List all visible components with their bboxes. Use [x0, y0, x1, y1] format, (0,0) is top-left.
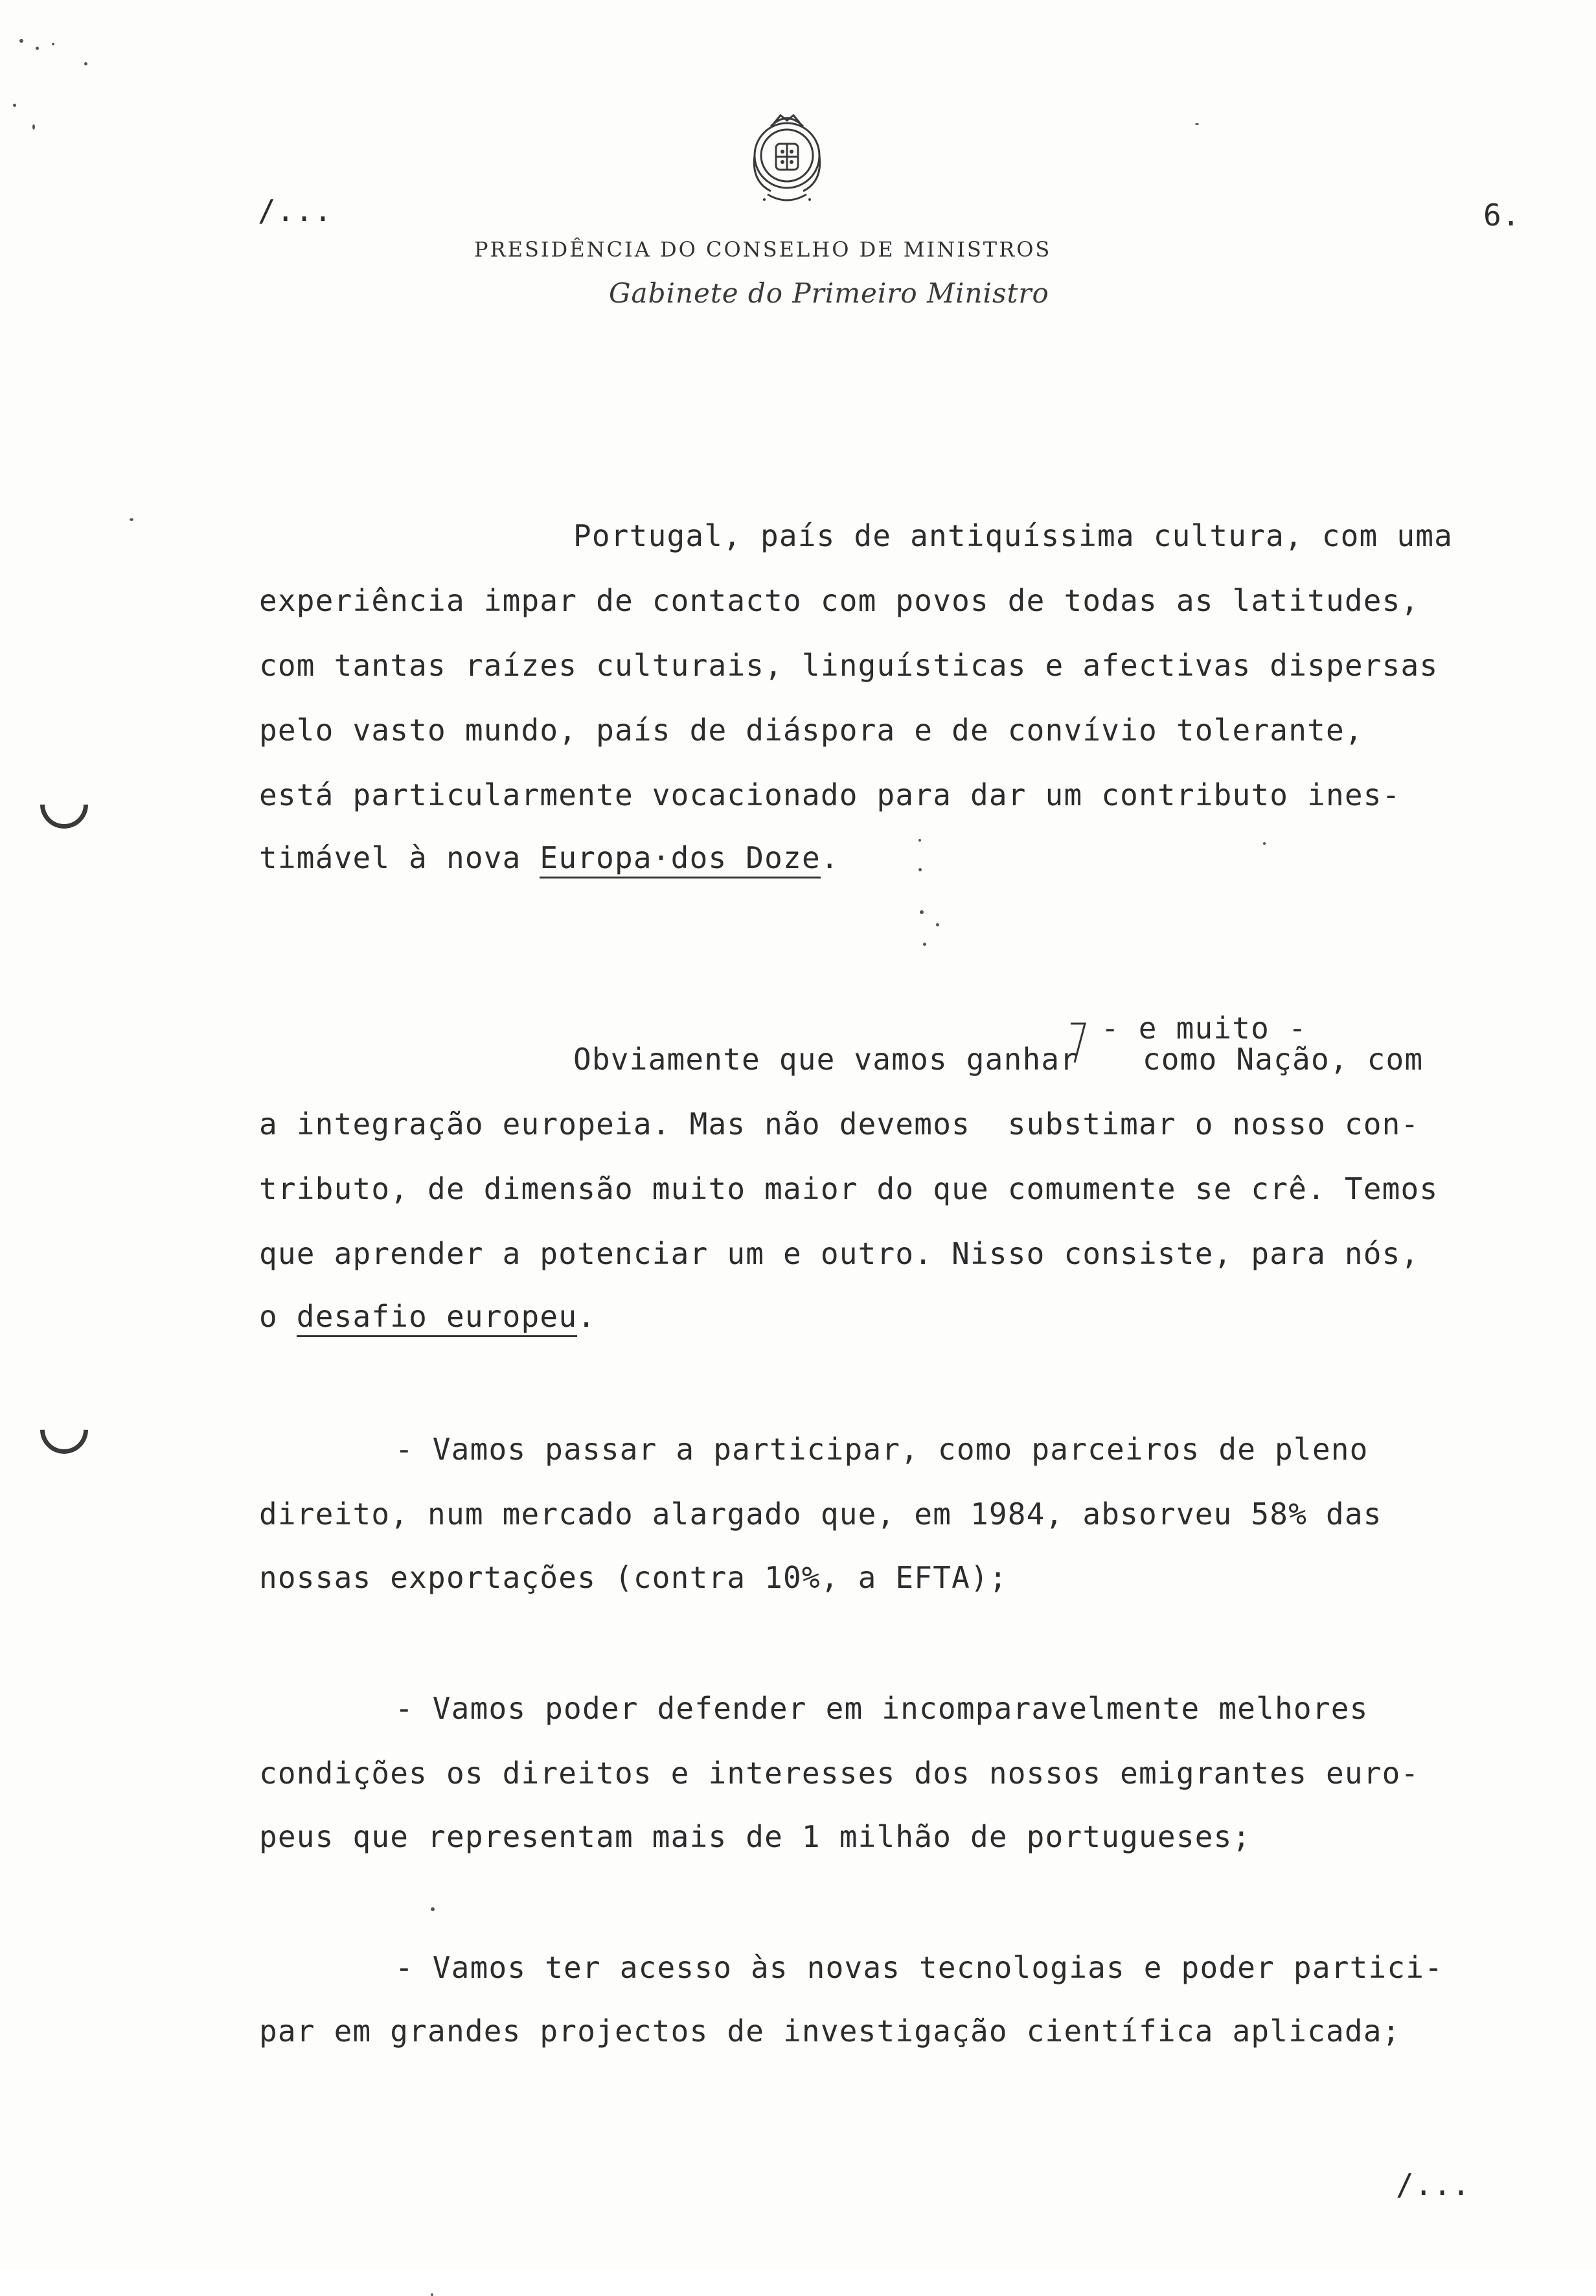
continuation-marker-top: /... [258, 193, 333, 228]
paragraph-1-line-6 [259, 840, 839, 875]
institution-name: PRESIDÊNCIA DO CONSELHO DE MINISTROS [474, 237, 1052, 262]
paragraph-2-last-suffix: . [577, 1299, 597, 1334]
coat-of-arms-icon [732, 104, 842, 214]
paragraph-2-line-1b: como Nação, com [1124, 1042, 1424, 1077]
paragraph-2-line-5 [259, 1299, 596, 1334]
scan-speck [13, 104, 16, 107]
item-3-line-1: - Vamos ter acesso às novas tecnologias e poder partici- [395, 1950, 1444, 1985]
scan-speck [431, 1907, 435, 1911]
item-2-line-3: peus que representam mais de 1 milhão de portugueses; [259, 1819, 1251, 1854]
item-2-line-1: - Vamos poder defender em incomparavelmente melhores [395, 1691, 1369, 1726]
continuation-marker-bottom: /... [1396, 2167, 1471, 2202]
insertion-caret-icon [1066, 1017, 1091, 1069]
item-1-line-3: nossas exportações (contra 10%, a EFTA); [259, 1560, 1008, 1595]
handwritten-insertion: - e muito - [1101, 1011, 1307, 1046]
paragraph-1-line-3: com tantas raízes culturais, linguísticas e afectivas dispersas [259, 648, 1439, 683]
europa-dos-doze-underlined: Europa·dos Doze [540, 840, 820, 878]
paragraph-2-line-4: que aprender a potenciar um e outro. Nisso consiste, para nós, [259, 1236, 1420, 1271]
scan-speck [1195, 123, 1199, 125]
paragraph-1-last-prefix: timável à nova [259, 840, 540, 875]
scan-speck [920, 910, 924, 914]
item-1-line-2: direito, num mercado alargado que, em 1984, absorveu 58% das [259, 1497, 1382, 1532]
margin-check-mark [30, 771, 98, 839]
scan-speck [918, 868, 922, 871]
paragraph-2-line-1a: Obviamente que vamos ganhar [573, 1042, 1079, 1077]
paragraph-1-line-5: está particularmente vocacionado para dar um contributo ines- [259, 777, 1401, 812]
scan-speck [130, 518, 133, 521]
item-1-line-1: - Vamos passar a participar, como parceiros de pleno [395, 1432, 1369, 1467]
scan-speck [923, 943, 926, 946]
scan-speck [1263, 842, 1266, 845]
scan-speck [918, 839, 921, 842]
paragraph-2-last-prefix: o [259, 1299, 297, 1334]
page-number: 6. [1483, 198, 1521, 233]
margin-check-mark [30, 1396, 98, 1464]
office-name: Gabinete do Primeiro Ministro [609, 277, 1049, 309]
scan-speck [32, 124, 35, 130]
paragraph-1-line-2: experiência impar de contacto com povos de todas as latitudes, [259, 583, 1420, 618]
paragraph-1-line-4: pelo vasto mundo, país de diáspora e de convívio tolerante, [259, 713, 1363, 748]
paragraph-1-last-suffix: . [820, 840, 839, 875]
scan-speck [36, 47, 39, 50]
scan-speck [19, 39, 23, 43]
desafio-europeu-underlined: desafio europeu [297, 1299, 577, 1337]
paragraph-2-line-3: tributo, de dimensão muito maior do que comumente se crê. Temos [259, 1171, 1439, 1206]
item-2-line-2: condições os direitos e interesses dos nossos emigrantes euro- [259, 1756, 1420, 1791]
item-3-line-2: par em grandes projectos de investigação científica aplicada; [259, 2014, 1401, 2049]
paragraph-1-line-1: Portugal, país de antiquíssima cultura, com uma [573, 518, 1454, 553]
scan-speck [52, 43, 54, 45]
scan-speck [84, 62, 87, 65]
scan-speck [431, 2293, 433, 2296]
scan-speck [936, 923, 939, 926]
paragraph-2-line-2: a integração europeia. Mas não devemos substimar o nosso con- [259, 1107, 1420, 1142]
